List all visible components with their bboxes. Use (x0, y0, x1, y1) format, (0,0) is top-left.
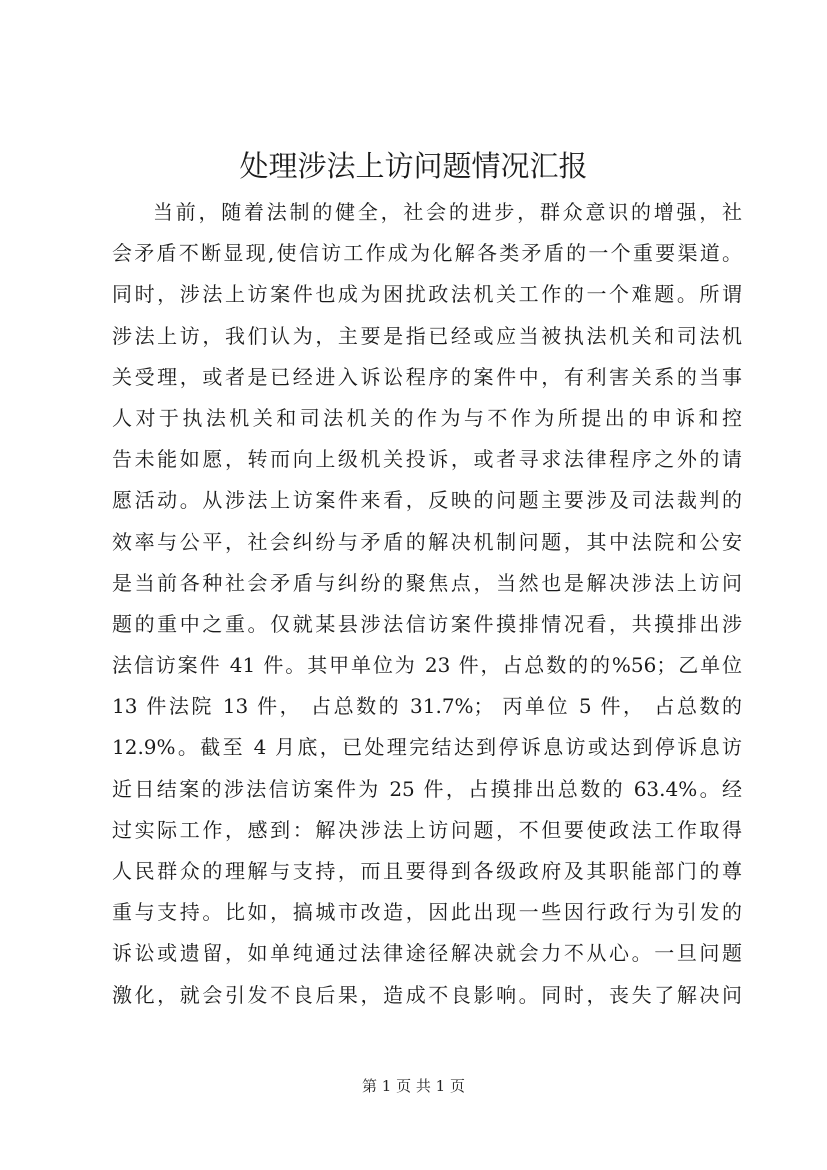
body-line: 过实际工作，感到：解决涉法上访问题，不但要使政法工作取得 (112, 817, 742, 842)
body-line: 涉法上访，我们认为，主要是指已经或应当被执法机关和司法机 (112, 323, 742, 348)
body-line: 12.9%。截至 4 月底，已处理完结达到停诉息访或达到停诉息访 (112, 735, 742, 760)
document-body (112, 192, 742, 1016)
body-line: 是当前各种社会矛盾与纠纷的聚焦点，当然也是解决涉法上访问 (112, 570, 742, 595)
body-line: 效率与公平，社会纠纷与矛盾的解决机制问题，其中法院和公安 (112, 529, 742, 554)
body-line: 13 件法院 13 件， 占总数的 31.7%； 丙单位 5 件， 占总数的 (112, 694, 742, 719)
document-title: 处理涉法上访问题情况汇报 (239, 149, 588, 183)
body-line: 当前，随着法制的健全，社会的进步，群众意识的增强，社 (153, 200, 742, 224)
body-line: 关受理，或者是已经进入诉讼程序的案件中，有利害关系的当事 (112, 364, 742, 389)
body-line: 激化，就会引发不良后果，造成不良影响。同时，丧失了解决问 (112, 982, 742, 1007)
page-number-footer: 第 1 页 共 1 页 (362, 1077, 465, 1095)
body-line: 诉讼或遗留，如单纯通过法律途径解决就会力不从心。一旦问题 (112, 941, 742, 966)
body-line: 题的重中之重。仅就某县涉法信访案件摸排情况看，共摸排出涉 (112, 611, 742, 636)
body-line: 会矛盾不断显现,使信访工作成为化解各类矛盾的一个重要渠道。 (112, 241, 742, 266)
body-line: 重与支持。比如，搞城市改造，因此出现一些因行政行为引发的 (112, 900, 742, 925)
body-line: 告未能如愿，转而向上级机关投诉，或者寻求法律程序之外的请 (112, 447, 742, 472)
body-line: 人民群众的理解与支持，而且要得到各级政府及其职能部门的尊 (112, 859, 742, 883)
body-line: 人对于执法机关和司法机关的作为与不作为所提出的申诉和控 (112, 405, 742, 430)
body-line: 法信访案件 41 件。其甲单位为 23 件，占总数的的%56；乙单位 (112, 653, 742, 678)
body-line: 愿活动。从涉法上访案件来看，反映的问题主要涉及司法裁判的 (112, 488, 742, 513)
body-line: 同时，涉法上访案件也成为困扰政法机关工作的一个难题。所谓 (112, 282, 742, 307)
body-line: 近日结案的涉法信访案件为 25 件，占摸排出总数的 63.4%。经 (112, 776, 742, 801)
